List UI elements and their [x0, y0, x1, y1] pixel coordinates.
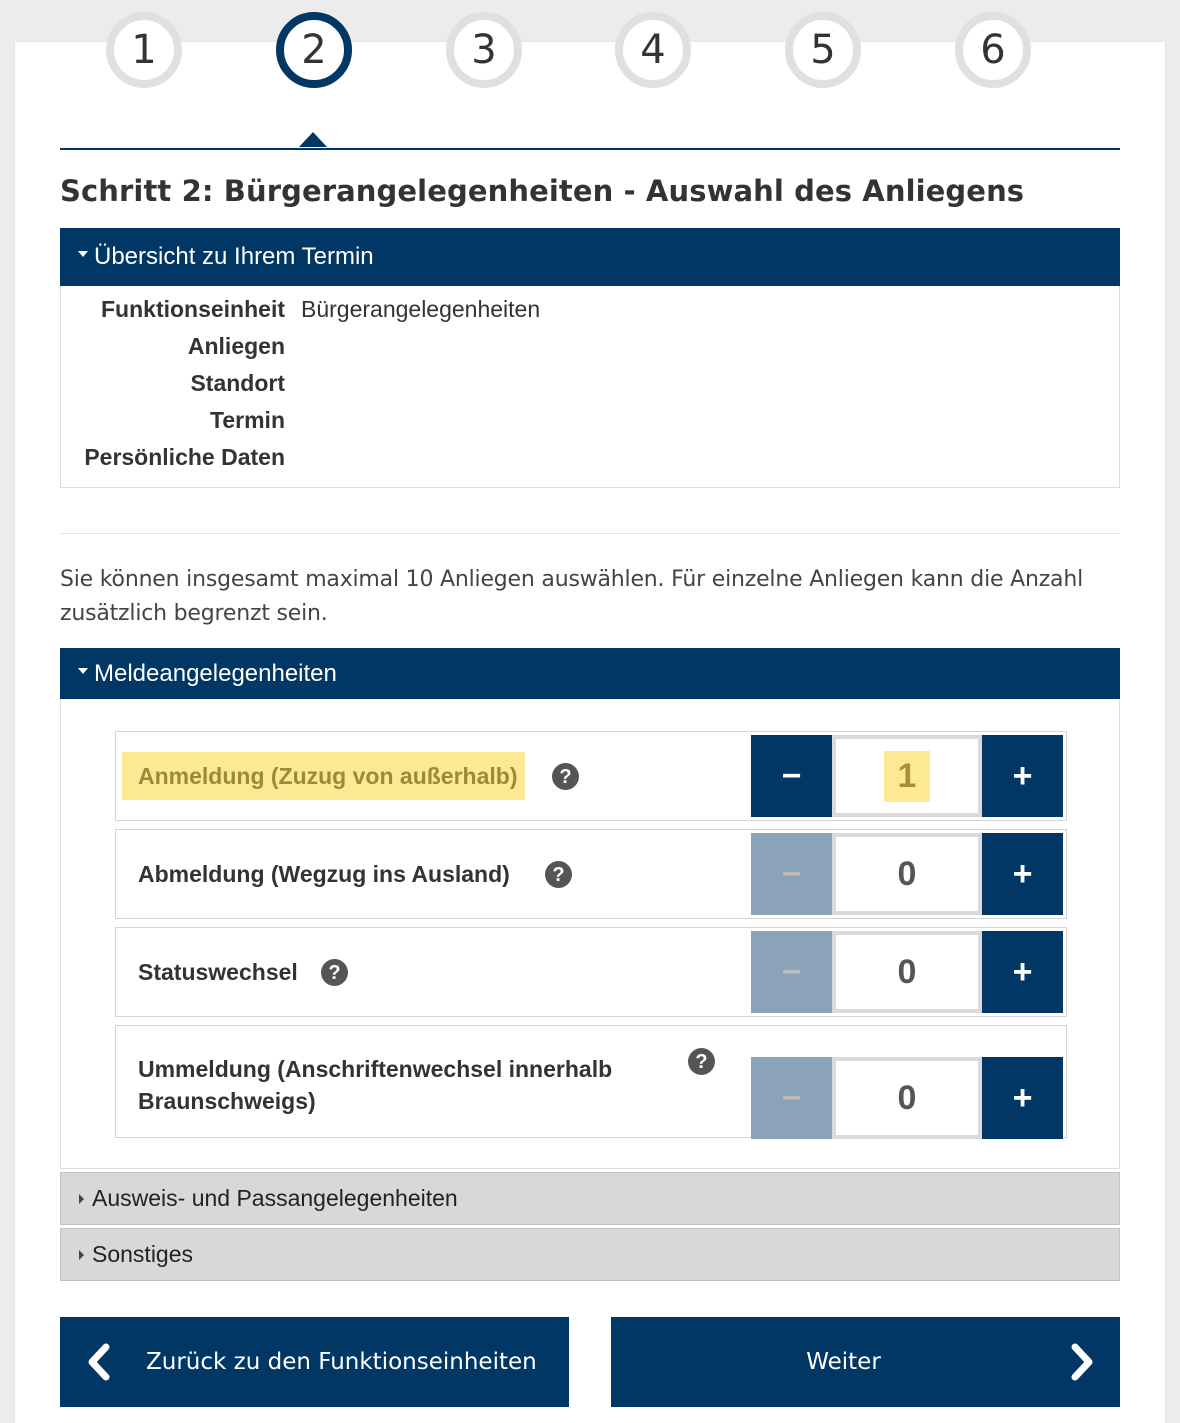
next-button[interactable] [611, 1317, 1120, 1407]
overview-panel-title: Übersicht zu Ihrem Termin [94, 243, 374, 270]
back-button[interactable] [60, 1317, 569, 1407]
quantity-value: 1 [884, 751, 931, 802]
quantity-stepper [751, 1057, 1063, 1139]
category-title: Meldeangelegenheiten [94, 660, 337, 687]
overview-label: Standort [190, 370, 285, 396]
overview-value: Bürgerangelegenheiten [301, 296, 541, 322]
service-item-ummeldung [115, 1025, 1067, 1138]
stepper-divider [60, 148, 1120, 150]
info-text: Sie können insgesamt maximal 10 Anliegen auswählen. Für einzelne Anliegen kann die Anzahl zusätzlich begrenzt sein. [60, 567, 1083, 626]
step-4[interactable]: 4 [615, 12, 691, 88]
overview-row-funktionseinheit [61, 296, 1119, 333]
section-divider [60, 533, 1120, 534]
decrement-button[interactable]: − [751, 833, 832, 915]
overview-panel-header[interactable] [60, 228, 1120, 286]
back-button-label: Zurück zu den Funktionseinheiten [146, 1349, 537, 1375]
next-button-label: Weiter [806, 1349, 881, 1375]
increment-button[interactable]: + [982, 833, 1063, 915]
help-icon[interactable]: ? [688, 1048, 715, 1075]
service-label: Abmeldung (Wegzug ins Ausland) [138, 861, 510, 887]
increment-button[interactable]: + [982, 735, 1063, 817]
progress-stepper [0, 0, 1180, 150]
service-item-abmeldung [115, 829, 1067, 919]
increment-button[interactable]: + [982, 931, 1063, 1013]
page-title: Schritt 2: Bürgerangelegenheiten - Auswahl des Anliegens [60, 174, 1025, 208]
category-header-sonstiges[interactable] [60, 1228, 1120, 1281]
overview-label: Persönliche Daten [84, 444, 285, 470]
category-header-ausweis[interactable] [60, 1172, 1120, 1225]
caret-right-icon [79, 1250, 84, 1260]
overview-row-standort [61, 370, 1119, 407]
quantity-field[interactable] [832, 735, 982, 817]
caret-down-icon [78, 251, 88, 257]
step-5[interactable]: 5 [785, 12, 861, 88]
service-label: Statuswechsel [138, 959, 298, 985]
overview-label: Termin [210, 407, 285, 433]
category-title: Ausweis- und Passangelegenheiten [92, 1185, 458, 1211]
overview-label: Funktionseinheit [101, 296, 285, 322]
help-icon[interactable]: ? [552, 763, 579, 790]
quantity-field[interactable]: 0 [832, 833, 982, 915]
step-6[interactable]: 6 [955, 12, 1031, 88]
chevron-left-icon [84, 1342, 114, 1382]
quantity-stepper [751, 735, 1063, 817]
help-icon[interactable]: ? [545, 861, 572, 888]
active-step-indicator-icon [299, 132, 327, 147]
decrement-button[interactable]: − [751, 1057, 832, 1139]
overview-row-persoenliche-daten [61, 444, 1119, 481]
category-title: Sonstiges [92, 1241, 194, 1267]
service-item-anmeldung [115, 731, 1067, 821]
overview-row-anliegen [61, 333, 1119, 370]
increment-button[interactable]: + [982, 1057, 1063, 1139]
quantity-stepper [751, 833, 1063, 915]
step-1[interactable]: 1 [106, 12, 182, 88]
overview-row-termin [61, 407, 1119, 444]
quantity-field[interactable]: 0 [832, 1057, 982, 1139]
service-item-statuswechsel [115, 927, 1067, 1017]
service-label: Ummeldung (Anschriftenwechsel innerhalb Braunschweigs) [138, 1056, 613, 1114]
step-2-active[interactable]: 2 [276, 12, 352, 88]
service-label: Anmeldung (Zuzug von außerhalb) [122, 752, 525, 800]
caret-down-icon [78, 668, 88, 674]
help-icon[interactable]: ? [321, 959, 348, 986]
overview-panel-body [60, 286, 1120, 488]
category-body-meldeangelegenheiten [60, 699, 1120, 1169]
caret-right-icon [79, 1194, 84, 1204]
chevron-right-icon [1067, 1342, 1097, 1382]
category-header-meldeangelegenheiten[interactable] [60, 648, 1120, 700]
step-3[interactable]: 3 [446, 12, 522, 88]
quantity-stepper [751, 931, 1063, 1013]
decrement-button[interactable]: − [751, 931, 832, 1013]
decrement-button[interactable]: − [751, 735, 832, 817]
quantity-field[interactable]: 0 [832, 931, 982, 1013]
overview-label: Anliegen [187, 333, 285, 359]
